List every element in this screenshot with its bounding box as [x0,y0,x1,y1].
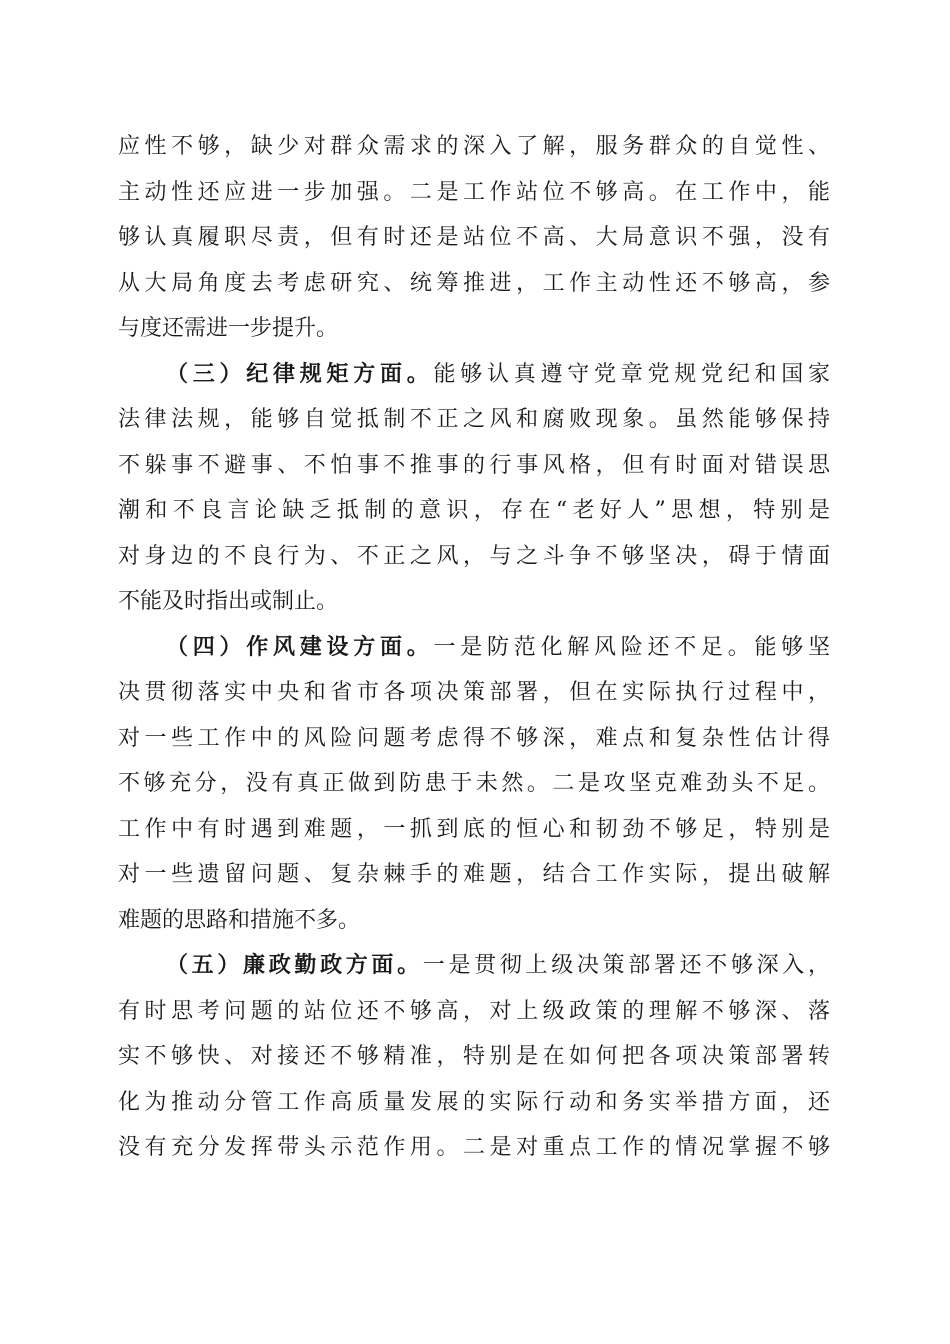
text-line: 潮和不良言论缺乏抵制的意识，存在“老好人”思想，特别是 [118,498,830,523]
text-line: 与度还需进一步提升。 [118,316,339,341]
section-first-line [118,352,830,398]
text-line: 没有充分发挥带头示范作用。二是对重点工作的情况掌握不够 [118,1135,830,1160]
text-line: 不能及时指出或制止。 [118,589,339,614]
text-span: 一是贯彻上级决策部署还不够深入， [422,953,830,978]
text-line: 法律法规，能够自觉抵制不正之风和腐败现象。虽然能够保持 [118,407,830,432]
text-line: 够认真履职尽责，但有时还是站位不高、大局意识不强，没有 [118,225,830,250]
text-line: 实不够快、对接还不够精准，特别是在如何把各项决策部署转 [118,1044,830,1069]
text-line: 化为推动分管工作高质量发展的实际行动和务实举措方面，还 [118,1089,830,1115]
text-line: 工作中有时遇到难题，一抓到底的恒心和韧劲不够足，特别是 [118,816,830,842]
text-line: 不躲事不避事、不怕事不推事的行事风格，但有时面对错误思 [118,452,830,478]
text-line: 从大局角度去考虑研究、统筹推进，工作主动性还不够高，参 [118,270,830,296]
section-discipline [118,352,830,625]
text-line: 有时思考问题的站位还不够高，对上级政策的理解不够深、落 [118,998,830,1024]
text-line: 决贯彻落实中央和省市各项决策部署，但在实际执行过程中， [118,680,830,705]
text-span: 能够认真遵守党章党规党纪和国家 [433,361,830,387]
section-heading: （三）纪律规矩方面。 [166,360,434,387]
text-line: 难题的思路和措施不多。 [118,907,361,933]
section-first-line [118,943,830,989]
text-line: 对身边的不良行为、不正之风，与之斗争不够坚决，碍于情面 [118,543,830,569]
text-line: 应性不够，缺少对群众需求的深入了解，服务群众的自觉性、 [118,134,830,159]
section-heading: （五）廉政勤政方面。 [166,952,423,978]
section-integrity [118,943,830,1171]
text-line: 对一些工作中的风险问题考虑得不够深，难点和复杂性估计得 [118,725,830,751]
section-work-style [118,625,830,944]
paragraph-continued [118,124,830,352]
text-line: 不够充分，没有真正做到防患于未然。二是攻坚克难劲头不足。 [118,771,830,796]
text-line: 对一些遗留问题、复杂棘手的难题，结合工作实际，提出破解 [118,862,830,887]
section-heading: （四）作风建设方面。 [166,633,434,660]
document-body [118,124,830,1171]
section-first-line [118,625,830,671]
text-line: 主动性还应进一步加强。二是工作站位不够高。在工作中，能 [118,179,830,205]
text-span: 一是防范化解风险还不足。能够坚 [433,634,830,660]
